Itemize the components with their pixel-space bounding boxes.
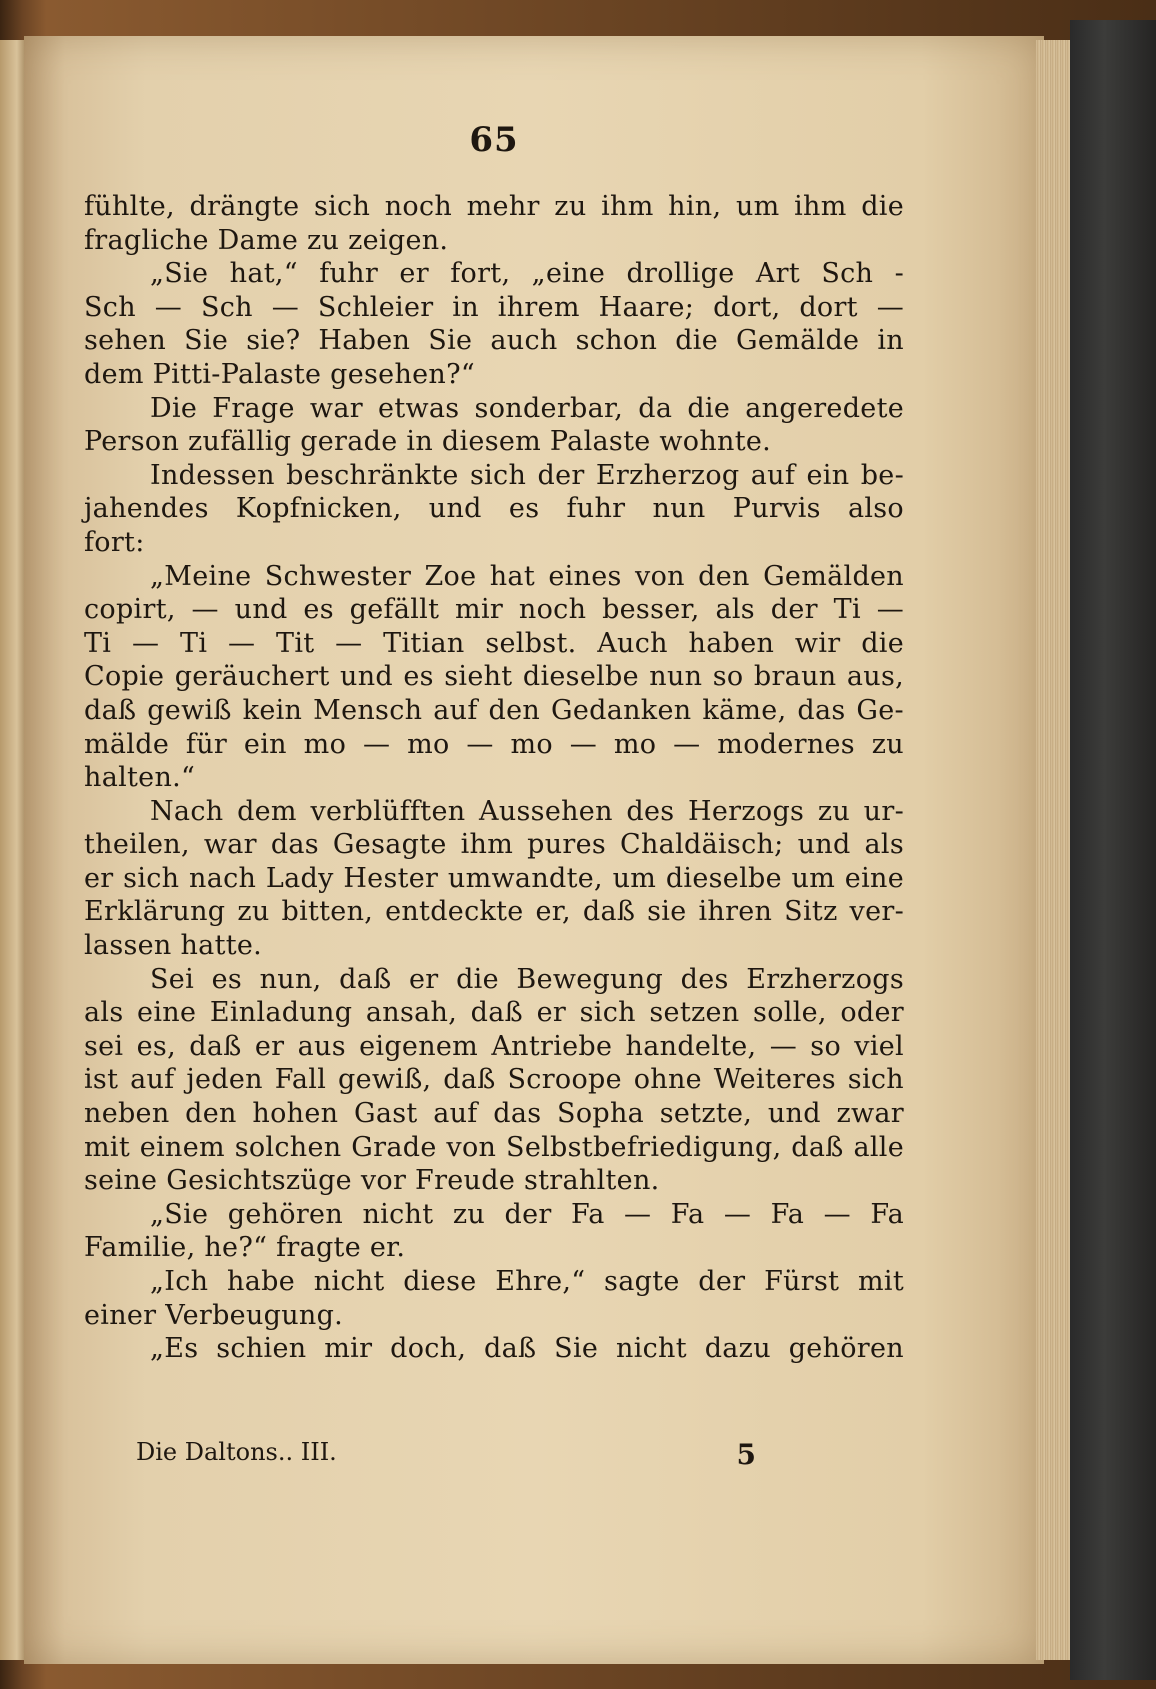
text-lines bbox=[84, 190, 904, 1366]
text-line: daß gewiß kein Mensch auf den Gedanken käme, das Ge- bbox=[84, 694, 904, 726]
text-line: fort: bbox=[84, 526, 145, 558]
text-line: als eine Einladung ansah, daß er sich setzen solle, oder bbox=[84, 997, 904, 1029]
text-line: einer Verbeugung. bbox=[84, 1299, 344, 1331]
text-line: Sei es nun, daß er die Bewegung des Erzherzogs bbox=[150, 963, 904, 995]
text-line: „Ich habe nicht diese Ehre,“ sagte der Fürst mit bbox=[150, 1266, 904, 1297]
text-line: fühlte, drängte sich noch mehr zu ihm hin, um ihm die bbox=[84, 191, 904, 222]
text-line: Familie, he?“ fragte er. bbox=[84, 1232, 406, 1264]
text-line: Copie geräuchert und es sieht dieselbe nun so braun aus, bbox=[84, 661, 904, 693]
text-line: „Sie hat,“ fuhr er fort, „eine drollige Art Sch - bbox=[150, 258, 904, 290]
text-line: jahendes Kopfnicken, und es fuhr nun Purvis also bbox=[84, 493, 904, 525]
page-edges bbox=[1036, 40, 1070, 1660]
signature-number: 5 bbox=[736, 1438, 756, 1471]
text-line: Erklärung zu bitten, entdeckte er, daß sie ihren Sitz ver- bbox=[84, 896, 904, 928]
text-line: copirt, — und es gefällt mir noch besser, als der Ti — bbox=[84, 594, 904, 626]
text-line: fragliche Dame zu zeigen. bbox=[84, 224, 449, 256]
text-line: „Meine Schwester Zoe hat eines von den Gemälden bbox=[150, 560, 904, 592]
text-line: seine Gesichtszüge vor Freude strahlten. bbox=[84, 1165, 660, 1197]
text-line: mit einem solchen Grade von Selbstbefriedigung, daß alle bbox=[84, 1131, 904, 1163]
text-line: Ti — Ti — Tit — Titian selbst. Auch haben wir die bbox=[84, 627, 904, 659]
text-line: er sich nach Lady Hester umwandte, um dieselbe um eine bbox=[84, 862, 904, 894]
text-line: „Es schien mir doch, daß Sie nicht dazu gehören bbox=[150, 1333, 904, 1365]
text-line: Nach dem verblüfften Aussehen des Herzogs zu ur- bbox=[150, 795, 904, 827]
book-cover bbox=[1070, 20, 1156, 1680]
page-footer bbox=[136, 1438, 756, 1471]
text-line: Die Frage war etwas sonderbar, da die angeredete bbox=[150, 392, 904, 424]
text-line: dem Pitti-Palaste gesehen?“ bbox=[84, 358, 475, 390]
text-line: lassen hatte. bbox=[84, 930, 263, 962]
text-line: Sch — Sch — Schleier in ihrem Haare; dort, dort — bbox=[84, 291, 904, 323]
text-line: halten.“ bbox=[84, 762, 196, 794]
footer-title: Die Daltons.. III. bbox=[136, 1438, 337, 1466]
text-line: ist auf jeden Fall gewiß, daß Scroope ohne Weiteres sich bbox=[84, 1064, 904, 1096]
text-line: Person zufällig gerade in diesem Palaste wohnte. bbox=[84, 426, 772, 458]
text-line: sei es, daß er aus eigenem Antriebe handelte, — so viel bbox=[84, 1030, 904, 1062]
text-line: theilen, war das Gesagte ihm pures Chaldäisch; und als bbox=[84, 829, 904, 861]
page-number: 65 bbox=[469, 120, 519, 160]
text-line: Indessen beschränkte sich der Erzherzog auf ein be- bbox=[150, 459, 904, 491]
text-line: sehen Sie sie? Haben Sie auch schon die Gemälde in bbox=[84, 325, 904, 357]
page-text bbox=[84, 120, 904, 1366]
text-line: mälde für ein mo — mo — mo — mo — modernes zu bbox=[84, 728, 904, 760]
text-line: „Sie gehören nicht zu der Fa — Fa — Fa — Fa bbox=[150, 1198, 904, 1230]
text-line: neben den hohen Gast auf das Sopha setzte, und zwar bbox=[84, 1098, 904, 1130]
